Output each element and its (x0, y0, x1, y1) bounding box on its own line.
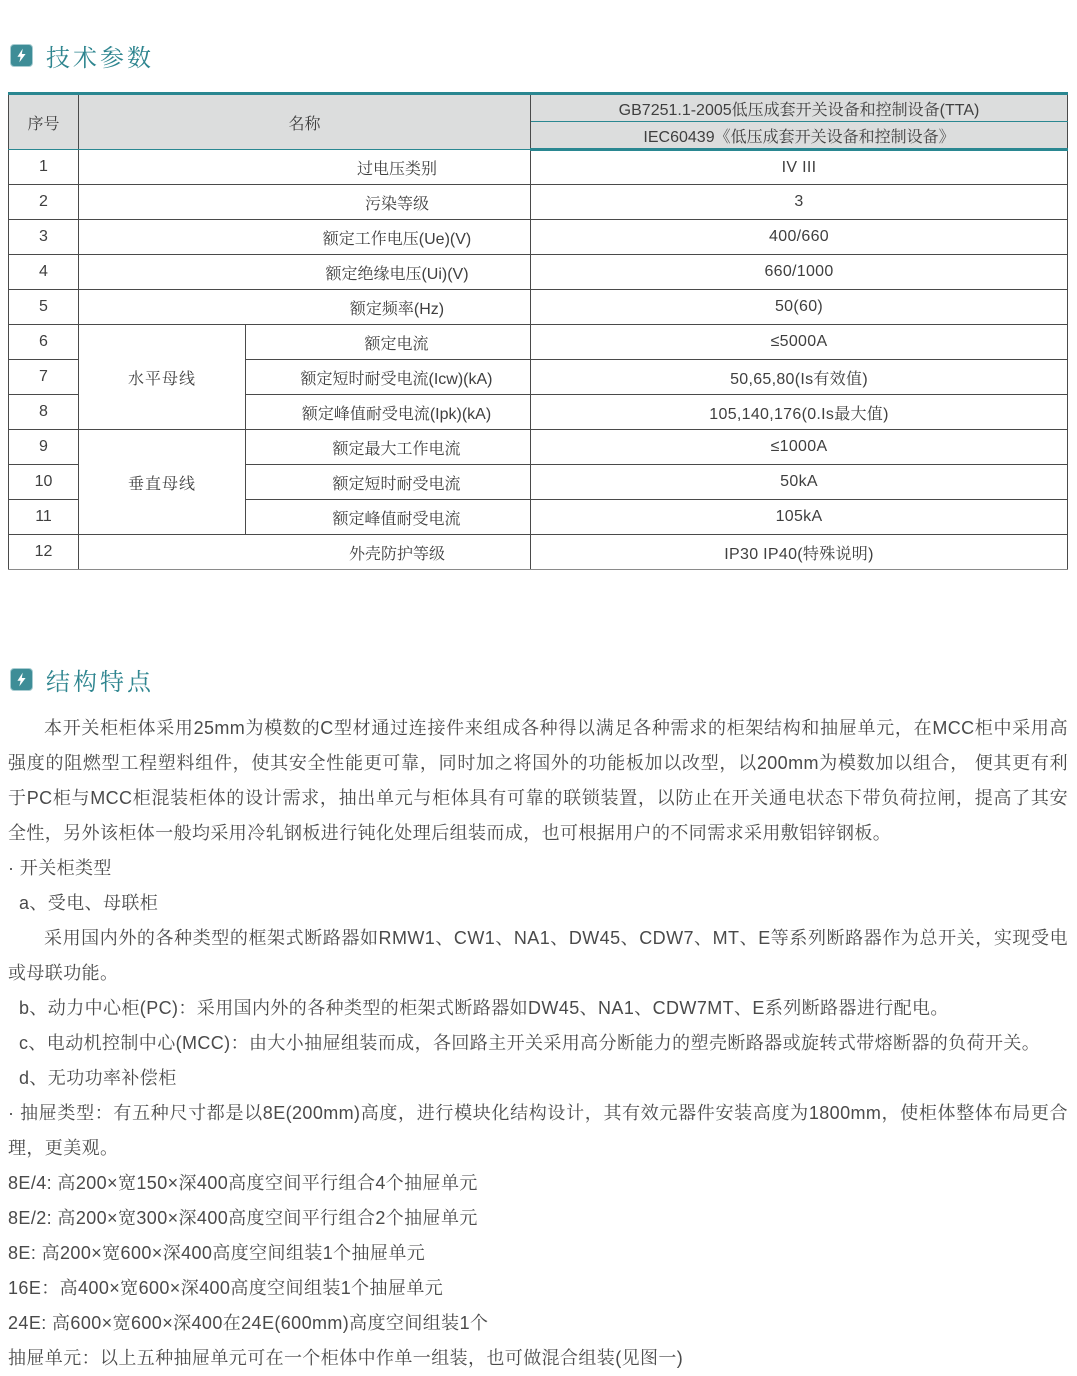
structure-features-heading (10, 662, 1069, 697)
column-header-standard-iec: IEC60439《低压成套开关设备和控制设备》 (531, 122, 1068, 150)
param-name-cell: 额定最大工作电流 (246, 430, 531, 465)
table-row (9, 150, 1068, 185)
param-value-cell: ≤5000A (531, 325, 1068, 360)
param-value-cell: 400/660 (531, 220, 1068, 255)
param-value-cell: 50kA (531, 465, 1068, 500)
param-name-cell: 额定绝缘电压(Ui)(V) (79, 255, 531, 290)
busbar-group-cell-vertical: 垂直母线 (79, 430, 246, 535)
busbar-group-cell-horizontal: 水平母线 (79, 325, 246, 430)
param-value-cell: ≤1000A (531, 430, 1068, 465)
paragraph: c、电动机控制中心(MCC)：由大小抽屉组装而成，各回路主开关采用高分断能力的塑壳断路器或旋转式带熔断器的负荷开关。 (19, 1033, 1041, 1053)
paragraph: d、无功功率补偿柜 (19, 1068, 177, 1088)
paragraph: 抽屉单元：以上五种抽屉单元可在一个柜体中作单一组装，也可做混合组装(见图一) (8, 1348, 684, 1368)
param-name-cell: 额定峰值耐受电流(Ipk)(kA) (246, 395, 531, 430)
table-row (9, 290, 1068, 325)
row-number-cell: 12 (9, 535, 79, 570)
paragraph: 24E: 高600×宽600×深400在24E(600mm)高度空间组装1个 (8, 1313, 489, 1333)
param-name-cell: 额定峰值耐受电流 (246, 500, 531, 535)
section-title: 技术参数 (46, 45, 154, 72)
row-number-cell: 11 (9, 500, 79, 535)
row-number-cell: 5 (9, 290, 79, 325)
param-name-cell: 外壳防护等级 (79, 535, 531, 570)
table-row (9, 430, 1068, 465)
row-number-cell: 3 (9, 220, 79, 255)
param-value-cell: 50(60) (531, 290, 1068, 325)
paragraph: 16E：高400×宽600×深400高度空间组装1个抽屉单元 (8, 1278, 444, 1298)
row-number-cell: 2 (9, 185, 79, 220)
table-row (9, 255, 1068, 290)
param-value-cell: IV III (531, 150, 1068, 185)
column-header-standard-gb: GB7251.1-2005低压成套开关设备和控制设备(TTA) (531, 94, 1068, 122)
param-name-cell: 额定短时耐受电流(Icw)(kA) (246, 360, 531, 395)
param-value-cell: 3 (531, 185, 1068, 220)
technical-parameters-heading (10, 38, 1069, 73)
param-value-cell: 105,140,176(0.Is最大值) (531, 395, 1068, 430)
param-name-cell: 额定电流 (246, 325, 531, 360)
param-value-cell: IP30 IP40(特殊说明) (531, 535, 1068, 570)
param-value-cell: 660/1000 (531, 255, 1068, 290)
row-number-cell: 8 (9, 395, 79, 430)
paragraph: 采用国内外的各种类型的框架式断路器如RMW1、CW1、NA1、DW45、CDW7、MT、E等系列断路器作为总开关，实现受电或母联功能。 (8, 928, 1068, 983)
table-row (9, 535, 1068, 570)
row-number-cell: 6 (9, 325, 79, 360)
paragraph: 本开关柜柜体采用25mm为模数的C型材通过连接件来组成各种得以满足各种需求的柜架结构和抽屉单元，在MCC柜中采用高强度的阻燃型工程塑料组件，使其安全性能更可靠，同时加之将国外的功能板加以改型，以200mm为模数加以组合， 便其更有利于PC柜与MCC柜混装柜体的设计需求，抽出单元与柜体具有可靠的联锁装置，以防止在开关通电状态下带负荷拉闸，提高了其安全性，另外该柜体一般均采用冷轧钢板进行钝化处理后组装而成，也可根据用户的不同需求采用敷铝锌钢板。 (8, 718, 1068, 843)
lightning-icon (10, 668, 33, 691)
paragraph: 8E/2: 高200×宽300×深400高度空间平行组合2个抽屉单元 (8, 1208, 478, 1228)
paragraph: 8E: 高200×宽600×深400高度空间组装1个抽屉单元 (8, 1243, 426, 1263)
structure-features-text (8, 711, 1068, 1376)
paragraph: · 开关柜类型 (8, 858, 112, 878)
table-row (9, 325, 1068, 360)
param-value-cell: 50,65,80(Is有效值) (531, 360, 1068, 395)
row-number-cell: 4 (9, 255, 79, 290)
param-name-cell: 过电压类别 (79, 150, 531, 185)
table-header-row (9, 94, 1068, 122)
paragraph: a、受电、母联柜 (19, 893, 159, 913)
paragraph: 8E/4: 高200×宽150×深400高度空间平行组合4个抽屉单元 (8, 1173, 478, 1193)
section-title: 结构特点 (46, 669, 154, 696)
column-header-no: 序号 (9, 94, 79, 150)
param-value-cell: 105kA (531, 500, 1068, 535)
paragraph: b、动力中心柜(PC)：采用国内外的各种类型的柜架式断路器如DW45、NA1、CDW7MT、E系列断路器进行配电。 (19, 998, 949, 1018)
row-number-cell: 9 (9, 430, 79, 465)
param-name-cell: 额定工作电压(Ue)(V) (79, 220, 531, 255)
param-name-cell: 额定短时耐受电流 (246, 465, 531, 500)
param-name-cell: 额定频率(Hz) (79, 290, 531, 325)
row-number-cell: 1 (9, 150, 79, 185)
param-name-cell: 污染等级 (79, 185, 531, 220)
technical-parameters-table (8, 92, 1068, 570)
table-row (9, 185, 1068, 220)
row-number-cell: 10 (9, 465, 79, 500)
table-row (9, 220, 1068, 255)
column-header-name: 名称 (79, 94, 531, 150)
row-number-cell: 7 (9, 360, 79, 395)
lightning-icon (10, 44, 33, 67)
paragraph: · 抽屉类型：有五种尺寸都是以8E(200mm)高度，进行模块化结构设计，其有效元器件安装高度为1800mm，使柜体整体布局更合理，更美观。 (8, 1103, 1068, 1158)
